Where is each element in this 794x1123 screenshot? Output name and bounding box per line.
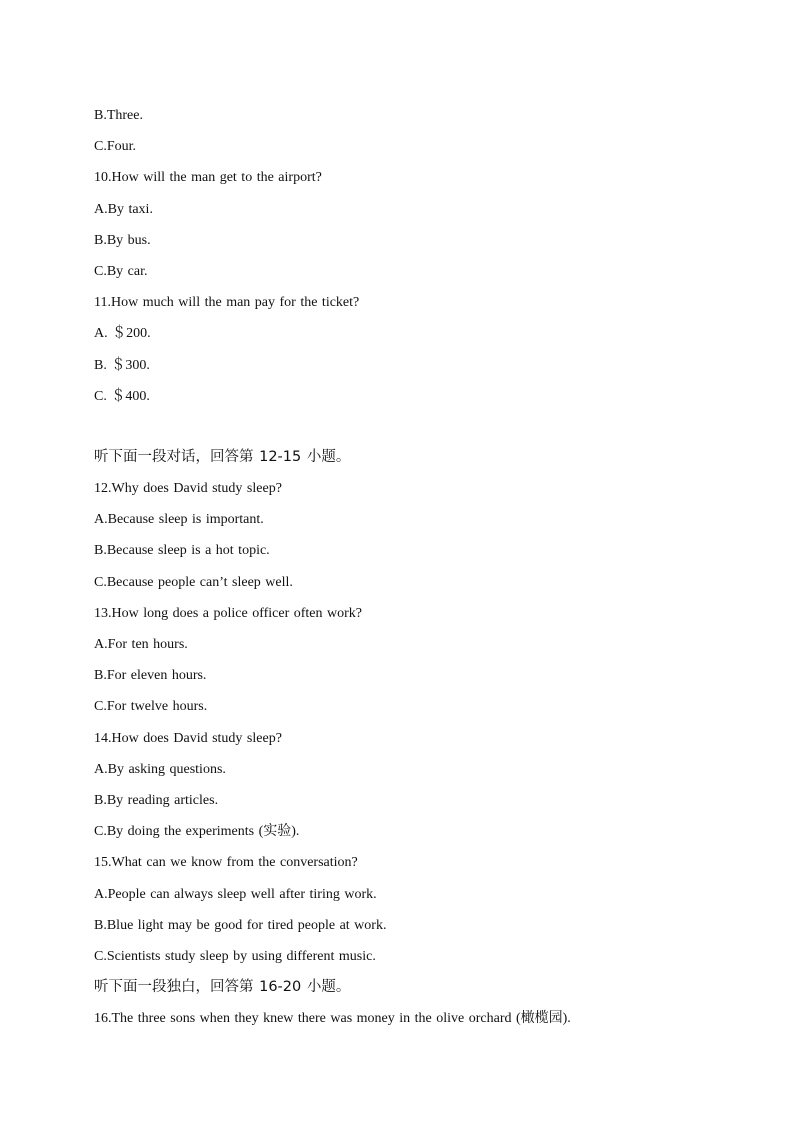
question-15-option-a: A.People can always sleep well after tiring work. xyxy=(94,886,377,902)
question-15-option-c: C.Scientists study sleep by using different music. xyxy=(94,948,376,964)
question-10-option-c: C.By car. xyxy=(94,263,148,279)
question-14: 14.How does David study sleep? xyxy=(94,730,282,746)
question-13-option-c: C.For twelve hours. xyxy=(94,699,208,715)
question-12-option-a: A.Because sleep is important. xyxy=(94,512,264,528)
question-11-option-a: A. ＄200. xyxy=(94,326,151,342)
question-10: 10.How will the man get to the airport? xyxy=(94,170,322,186)
question-11-option-b: B. ＄300. xyxy=(94,357,150,373)
question-14-option-c: C.By doing the experiments (实验). xyxy=(94,824,300,840)
section-heading-12-15: 听下面一段对话，回答第 12-15 小题。 xyxy=(94,448,351,465)
question-15-option-b: B.Blue light may be good for tired people at work. xyxy=(94,917,387,933)
question-12: 12.Why does David study sleep? xyxy=(94,481,282,497)
question-13-option-a: A.For ten hours. xyxy=(94,637,188,652)
document-page xyxy=(94,100,734,1034)
section-spacer xyxy=(94,412,734,442)
question-12-option-c: C.Because people can’t sleep well. xyxy=(94,574,293,590)
question-14-option-a: A.By asking questions. xyxy=(94,761,226,777)
option-c-four: C.Four. xyxy=(94,139,137,155)
section-heading-16-20: 听下面一段独白，回答第 16-20 小题。 xyxy=(94,979,351,996)
question-14-option-b: B.By reading articles. xyxy=(94,792,219,808)
question-11: 11.How much will the man pay for the ticket? xyxy=(94,295,360,311)
option-b-three: B.Three. xyxy=(94,108,143,123)
question-11-option-c: C. ＄400. xyxy=(94,388,150,404)
question-13: 13.How long does a police officer often work? xyxy=(94,605,362,621)
question-16: 16.The three sons when they knew there was money in the olive orchard (橄榄园). xyxy=(94,1011,571,1027)
question-15: 15.What can we know from the conversation? xyxy=(94,855,358,871)
question-13-option-b: B.For eleven hours. xyxy=(94,668,207,684)
question-12-option-b: B.Because sleep is a hot topic. xyxy=(94,543,270,559)
question-10-option-b: B.By bus. xyxy=(94,232,151,248)
question-10-option-a: A.By taxi. xyxy=(94,201,153,217)
